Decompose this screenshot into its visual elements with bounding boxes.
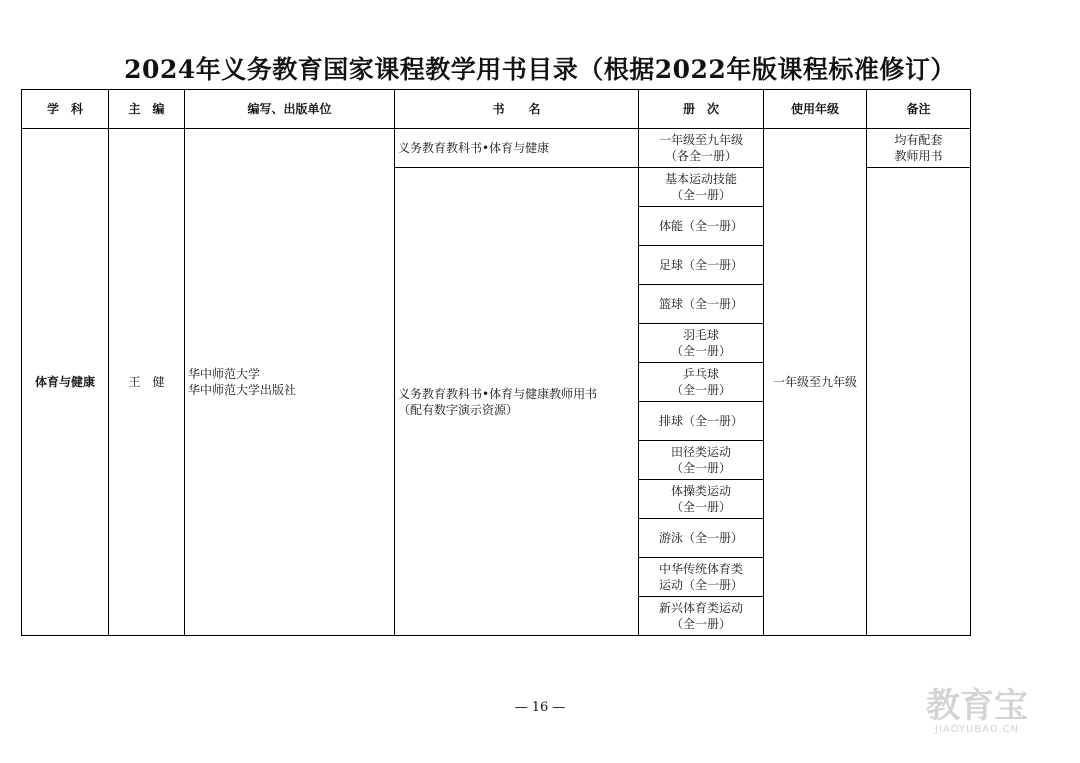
volume-cell: 游泳（全一册） bbox=[639, 519, 764, 558]
watermark-logo bbox=[902, 688, 1052, 736]
note-cell: 均有配套 教师用书 bbox=[867, 129, 971, 168]
page-number: — 16 — bbox=[514, 700, 566, 715]
book-name-student: 义务教育教科书•体育与健康 bbox=[395, 129, 639, 168]
table-row bbox=[22, 129, 971, 168]
watermark-main-text: 教育宝 bbox=[926, 686, 1028, 726]
textbook-catalog-table bbox=[21, 89, 971, 636]
header-book-name: 书 名 bbox=[395, 90, 639, 129]
header-editor: 主 编 bbox=[109, 90, 185, 129]
volume-cell: 足球（全一册） bbox=[639, 246, 764, 285]
volume-cell: 体能（全一册） bbox=[639, 207, 764, 246]
volume-cell: 田径类运动 （全一册） bbox=[639, 441, 764, 480]
editor-cell: 王 健 bbox=[109, 129, 185, 636]
volume-cell: 新兴体育类运动 （全一册） bbox=[639, 597, 764, 636]
volume-cell: 乒乓球 （全一册） bbox=[639, 363, 764, 402]
watermark-sub-text: JIAOYUBAO.CN bbox=[935, 724, 1019, 735]
header-row bbox=[22, 90, 971, 129]
grade-cell: 一年级至九年级 bbox=[764, 129, 867, 636]
document-title: 2024年义务教育国家课程教学用书目录（根据2022年版课程标准修订） bbox=[124, 55, 956, 84]
publisher-cell: 华中师范大学 华中师范大学出版社 bbox=[185, 129, 395, 636]
header-note: 备注 bbox=[867, 90, 971, 129]
volume-cell: 羽毛球 （全一册） bbox=[639, 324, 764, 363]
header-grade: 使用年级 bbox=[764, 90, 867, 129]
header-publisher: 编写、出版单位 bbox=[185, 90, 395, 129]
subject-cell: 体育与健康 bbox=[22, 129, 109, 636]
book-name-teacher: 义务教育教科书•体育与健康教师用书 （配有数字演示资源） bbox=[395, 168, 639, 636]
volume-cell: 体操类运动 （全一册） bbox=[639, 480, 764, 519]
note-cell-empty bbox=[867, 168, 971, 636]
volume-cell: 一年级至九年级 （各全一册） bbox=[639, 129, 764, 168]
volume-cell: 篮球（全一册） bbox=[639, 285, 764, 324]
volume-cell: 基本运动技能 （全一册） bbox=[639, 168, 764, 207]
header-subject: 学 科 bbox=[22, 90, 109, 129]
volume-cell: 中华传统体育类 运动（全一册） bbox=[639, 558, 764, 597]
volume-cell: 排球（全一册） bbox=[639, 402, 764, 441]
header-volume: 册 次 bbox=[639, 90, 764, 129]
